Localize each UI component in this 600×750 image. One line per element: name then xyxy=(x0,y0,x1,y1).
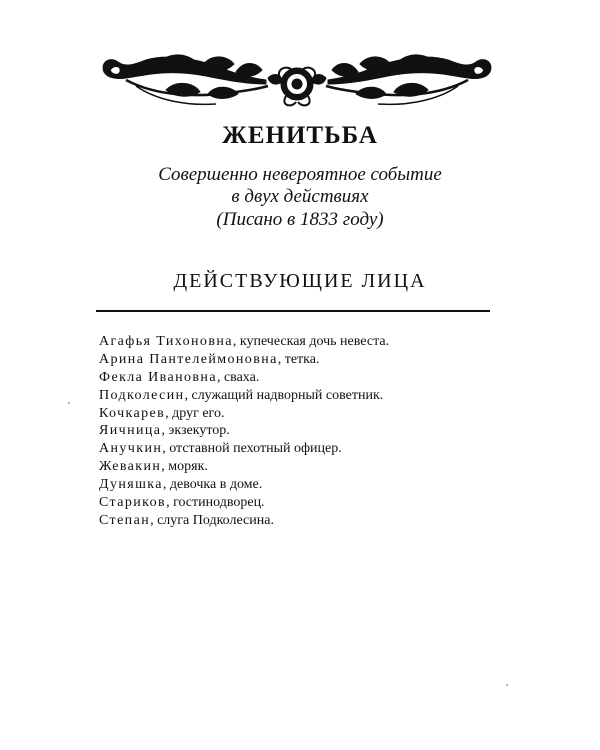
scan-speck xyxy=(506,684,508,686)
subtitle-line: в двух действиях xyxy=(231,186,369,207)
character-description: , сваха. xyxy=(216,369,260,385)
cast-entry xyxy=(99,458,389,476)
character-name: Арина Пантелеймоновна xyxy=(99,351,278,367)
character-name: Дуняшка xyxy=(99,477,163,493)
divider-rule xyxy=(96,310,490,312)
cast-entry xyxy=(99,351,389,369)
subtitle-line: Совершенно невероятное событие xyxy=(158,164,442,185)
cast-entry xyxy=(99,422,389,440)
cast-entry xyxy=(99,512,389,530)
play-title: ЖЕНИТЬБА xyxy=(222,122,378,149)
character-name: Кочкарев xyxy=(99,405,166,421)
cast-entry xyxy=(99,369,389,387)
character-description: , служащий надворный советник. xyxy=(184,387,384,403)
character-description: , слуга Подколесина. xyxy=(150,512,274,528)
character-description: , купеческая дочь невеста. xyxy=(232,334,390,349)
cast-entry xyxy=(99,387,389,405)
subtitle-line: (Писано в 1833 году) xyxy=(216,209,384,230)
character-description: , отставной пехотный офицер. xyxy=(162,441,342,457)
scan-speck xyxy=(68,402,70,404)
character-description: , девочка в доме. xyxy=(162,477,263,493)
cast-entry xyxy=(99,440,389,458)
character-description: , тетка. xyxy=(277,351,320,367)
character-name: Степан xyxy=(99,512,151,528)
cast-entry xyxy=(99,333,389,351)
character-name: Агафья Тихоновна xyxy=(99,334,233,349)
character-name: Анучкин xyxy=(99,441,163,457)
cast-entry xyxy=(99,405,389,423)
character-name: Яичница xyxy=(99,423,162,439)
cast-entry xyxy=(99,476,389,494)
character-description: , друг его. xyxy=(165,405,225,421)
character-description: , гостинодворец. xyxy=(166,495,265,511)
cast-heading: ДЕЙСТВУЮЩИЕ ЛИЦА xyxy=(173,270,427,292)
cast-entry xyxy=(99,494,389,512)
character-description: , экзекутор. xyxy=(161,423,230,439)
character-name: Стариков xyxy=(99,495,167,511)
cast-list xyxy=(99,333,389,530)
character-name: Подколесин xyxy=(99,387,185,403)
character-name: Жевакин xyxy=(99,459,162,475)
character-description: , моряк. xyxy=(161,459,208,475)
decorative-headpiece-ornament xyxy=(96,50,498,112)
character-name: Фекла Ивановна xyxy=(99,369,217,385)
